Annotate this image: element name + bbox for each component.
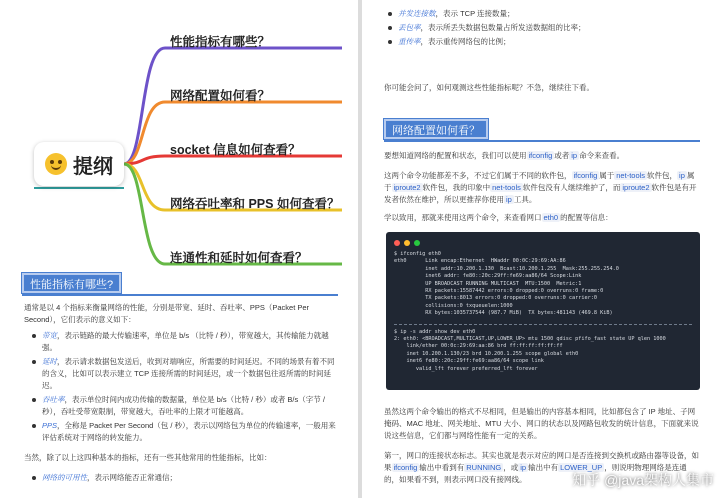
mindmap-branch-1: 性能指标有哪些？ — [170, 35, 271, 49]
minimize-dot-icon — [404, 240, 410, 246]
section-header-metrics — [22, 270, 338, 296]
question-paragraph: 你可能会问了，如何观测这些性能指标呢？不急，继续往下看。 — [384, 83, 594, 92]
smile-emoji-icon — [45, 153, 67, 175]
list-item: 带宽，表示链路的最大传输速率，单位是 b/s （比特 / 秒），带宽越大，其传输能力就越强。 — [30, 330, 338, 354]
metrics-list — [30, 330, 338, 446]
mindmap-center-node — [34, 142, 124, 186]
list-item: 重传率，表示重传网络包的比例； — [386, 36, 700, 48]
list-item: PPS，全称是 Packet Per Second（包 / 秒），表示以网络包为单位的传输速率，一般用来评估系统对于网络的转发能力。 — [30, 420, 338, 444]
list-item: 吞吐率，表示单位时间内成功传输的数据量，单位是 b/s（比特 / 秒）或者 B/s（字节 / 秒），吞吐受带宽限制，带宽越大，吞吐率的上限才可能越高。 — [30, 394, 338, 418]
section-title: 性能指标有哪些? — [22, 273, 121, 293]
paragraph-3: 学以致用，那就来使用这两个命令，来查看网口 eth0 的配置等信息： — [384, 213, 613, 222]
paragraph-1: 要想知道网络的配置和状态，我们可以使用 ifconfig 或者 ip 命令来查看。 — [384, 151, 625, 160]
section-header-network-config — [384, 116, 700, 142]
list-item: 网络的可用性，表示网络能否正常通信； — [30, 472, 338, 484]
terminal-output-ifconfig: $ ifconfig eth0 eth0 Link encap:Ethernet HWaddr 00:0C:29:69:AA:86 inet addr:10.200.1.130 Bcast:10.200.1.255 Mask:255.255.254.0 inet6 addr: fe80::20c:29ff:fe69:aa86/64 Scope:Link UP BROADCAST RUNNING MULTICAST MTU:1500 Metric:1 RX packets:15587442 errors:0 dropped:0 overruns:0 frame:0 TX packets:8013 errors:0 dropped:0 overruns:0 carrier:0 collisions:0 txqueuelen:1000 RX bytes:1035737544 (987.7 MiB) TX bytes:481143 (469.8 KiB) — [394, 251, 619, 317]
outro-paragraph: 当然，除了以上这四种基本的指标，还有一些其他常用的性能指标，比如： — [24, 453, 272, 462]
other-metrics-list-cont — [386, 8, 700, 50]
list-item: 并发连接数，表示 TCP 连接数量； — [386, 8, 700, 20]
mindmap-branch-4: 网络吞吐率和 PPS 如何查看？ — [170, 197, 340, 211]
left-page — [0, 0, 358, 498]
intro-paragraph: 通常是以 4 个指标来衡量网络的性能，分别是带宽、延时、吞吐率、PPS（Packet Per Second），它们表示的意义如下： — [24, 303, 310, 324]
mindmap-branch-5: 连通性和延时如何查看？ — [170, 251, 308, 265]
maximize-dot-icon — [414, 240, 420, 246]
paragraph-5: 第一，网口的连接状态标志。其实也就是表示对应的网口是否连接到交换机或路由器等设备，如果 ifconfig 输出中看到有 RUNNING ，或 ip 输出中有 LOWER_UP ，则说明物理网络是连通的，如果看不到，则表示网口没有接网线。 — [384, 451, 699, 484]
mindmap-branch-3: socket 信息如何查看？ — [170, 143, 301, 157]
terminal-window-dots — [394, 240, 692, 246]
section-title: 网络配置如何看？ — [384, 119, 488, 139]
list-item: 丢包率，表示所丢失数据包数量占所发送数据组的比率； — [386, 22, 700, 34]
paragraph-4: 虽然这两个命令输出的格式不尽相同，但是输出的内容基本相同，比如都包含了 IP 地址、子网掩码、MAC 地址、网关地址、MTU 大小、网口的状态以及网路包收发的统计信息，下面就来说说这些信息，它们都与网络性能有一定的关系。 — [384, 407, 699, 440]
outline-mindmap — [20, 30, 342, 280]
other-metrics-list — [30, 472, 338, 486]
inline-code: ip — [571, 151, 578, 160]
mindmap-branch-2: 网络配置如何看？ — [170, 89, 271, 103]
close-dot-icon — [394, 240, 400, 246]
terminal-code-block — [386, 232, 700, 390]
terminal-divider — [394, 324, 692, 325]
inline-code: ifconfig — [528, 151, 553, 160]
paragraph-2: 这两个命令功能都差不多，不过它们属于不同的软件包， ifconfig 属于 net-tools 软件包， ip 属于 iproute2 软件包，我的印象中 net-tools 软件包没有人继续维护了，而 iproute2 软件包是有开发者依然在维护，所以更推荐你使用 ip 工具。 — [384, 171, 697, 204]
watermark: 知乎 @java架构人集市 — [572, 472, 714, 488]
right-page — [362, 0, 720, 498]
list-item: 延时，表示请求数据包发送后，收到对端响应，所需要的时间延迟。不同的场景有着不同的含义，比如可以表示建立 TCP 连接所需的时间延迟，或一个数据包往返所需的时间延迟。 — [30, 356, 338, 392]
mindmap-center-label: 提纲 — [73, 155, 113, 178]
terminal-output-ip: $ ip -s addr show dev eth0 2: eth0: <BROADCAST,MULTICAST,UP,LOWER_UP> mtu 1500 qdisc pfifo_fast state UP qlen 1000 link/ether 00:0c:29:69:aa:86 brd ff:ff:ff:ff:ff:ff inet 10.200.1.130/23 brd 10.200.1.255 scope global eth0 inet6 fe80::20c:29ff:fe69:aa86/64 scope link valid_lft forever preferred_lft forever — [394, 328, 666, 372]
